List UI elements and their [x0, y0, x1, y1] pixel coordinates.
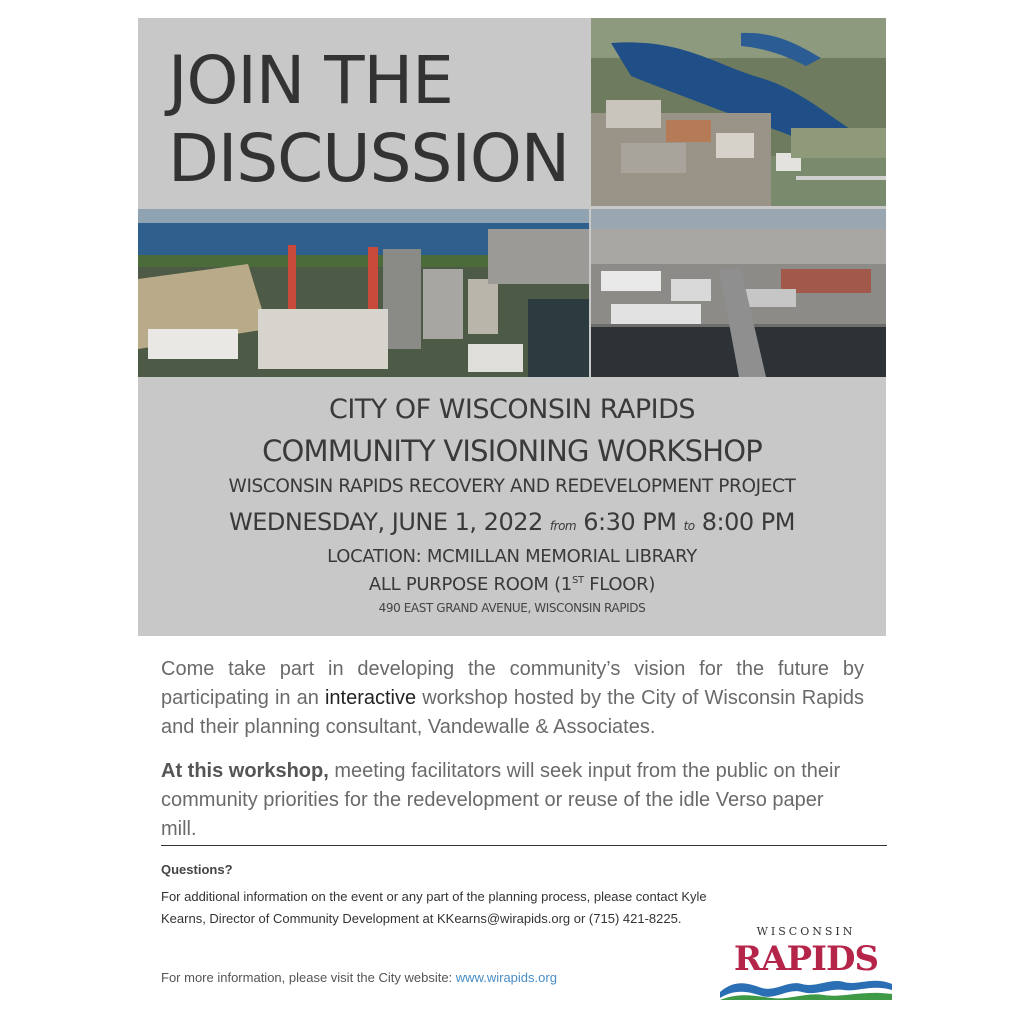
room-superscript: ST [571, 575, 584, 586]
headline-line-2: DISCUSSION [168, 120, 570, 197]
intro-emphasis: interactive [324, 687, 417, 709]
intro-start: Come take part in developing the community’s vision for the future by participating in an [161, 658, 864, 709]
room-prefix: ALL PURPOSE ROOM (1 [368, 574, 572, 595]
headline [168, 42, 569, 198]
event-workshop-title: COMMUNITY VISIONING WORKSHOP [262, 434, 762, 468]
aerial-river-photo [591, 18, 886, 206]
questions-heading: Questions? [161, 862, 233, 877]
intro-end: workshop hosted by the City of Wisconsin Rapids and their planning consultant, Vandewalle & Associates. [161, 687, 864, 738]
website-link[interactable]: www.wirapids.org [455, 970, 557, 985]
event-address: 490 EAST GRAND AVENUE, WISCONSIN RAPIDS [378, 601, 646, 615]
workshop-rest: meeting facilitators will seek input from the public on their community priorities for the redevelopment or reuse of the idle Verso paper mill. [161, 760, 841, 840]
event-end-time: 8:00 PM [701, 508, 795, 536]
to-word: to [683, 519, 695, 533]
event-start-time: 6:30 PM [583, 508, 677, 536]
event-location: LOCATION: MCMILLAN MEMORIAL LIBRARY [327, 546, 697, 567]
event-project-name: WISCONSIN RAPIDS RECOVERY AND REDEVELOPMENT PROJECT [228, 476, 796, 497]
event-date: WEDNESDAY, JUNE 1, 2022 [229, 508, 543, 536]
more-info [161, 967, 557, 989]
event-city: CITY OF WISCONSIN RAPIDS [328, 394, 696, 425]
wisconsin-rapids-logo [716, 922, 896, 1002]
winter-downtown-photo [591, 209, 886, 377]
room-suffix: FLOOR) [583, 574, 656, 595]
workshop-paragraph [161, 757, 864, 844]
more-info-text: For more information, please visit the City website: [161, 970, 456, 985]
divider [161, 845, 887, 846]
contact-info: For additional information on the event or any part of the planning process, please contact Kyle Kearns, Director of Community Development at KKearns@wirapids.org or (715) 421-8225. [161, 889, 707, 926]
intro-paragraph [161, 655, 864, 742]
event-date-time [138, 508, 886, 536]
headline-line-1: JOIN THE [168, 42, 453, 119]
svg-text:RAPIDS: RAPIDS [733, 939, 879, 979]
workshop-lead: At this workshop, [161, 760, 329, 782]
event-room [138, 574, 886, 595]
from-word: from [549, 519, 577, 533]
paper-mill-photo [138, 209, 589, 377]
svg-text:WISCONSIN: WISCONSIN [756, 925, 856, 938]
